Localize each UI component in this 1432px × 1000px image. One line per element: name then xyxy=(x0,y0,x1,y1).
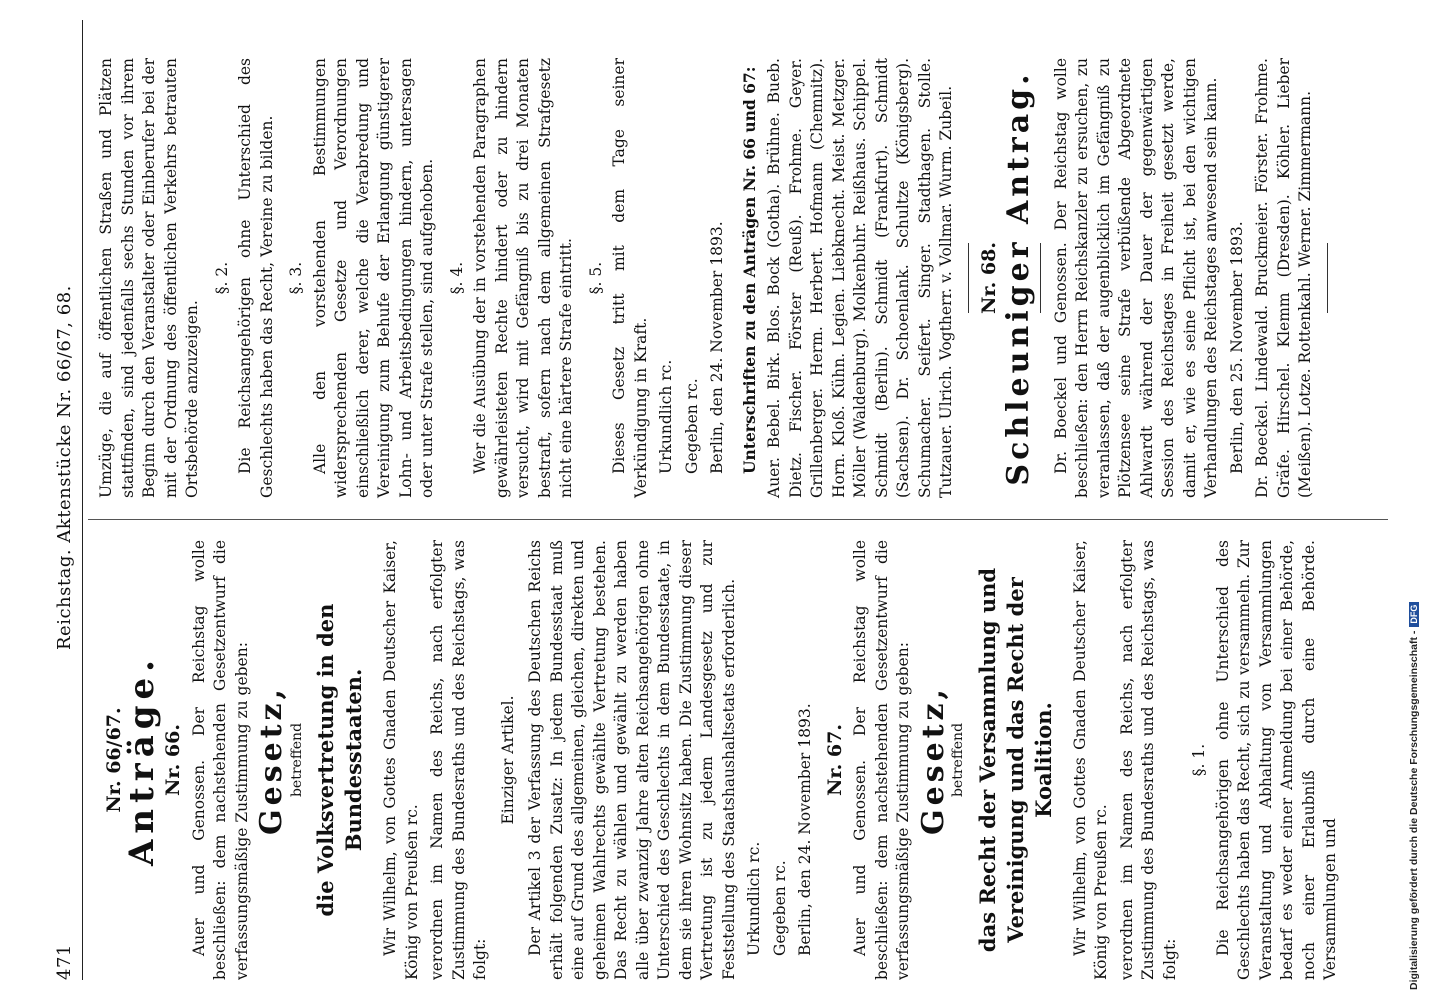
separator-rule xyxy=(1040,243,1041,313)
enacting-clause: verordnen im Namen des Reichs, nach erfolgter Zustimmung des Bundesraths und des Reichstags, was folgt: xyxy=(428,540,489,980)
signatures-heading: Unterschriften zu den Anträgen Nr. 66 und 67: xyxy=(739,66,759,474)
motion-intro: Auer und Genossen. Der Reichstag wolle beschließen: dem nachstehenden Gesetzentwurf die verfassungsmäßige Zustimmung zu geben: xyxy=(851,540,912,980)
paragraph-text: Die Reichsangehörigen ohne Unterschied des Geschlechts haben das Recht, sich zu versammeln. Zur Veranstaltung und Abhaltung von Versammlungen bedarf es weder einer Anmeldung bei einer Behörde, noch einer Erlaubniß durch eine Behörde. Versammlungen und xyxy=(1213,540,1339,980)
paragraph-number: §. 5. xyxy=(586,261,605,295)
paragraph-text: Wer die Ausübung der in vorstehenden Paragraphen gewährleisteten Rechte hindert oder zu hindern versucht, wird mit Gefängniß bis zu drei Monaten bestraft, sofern nach dem allgemeinen Strafgesetz nicht eine härtere Strafe eintritt. xyxy=(471,58,575,498)
law-betreffend: betreffend xyxy=(288,722,305,798)
enacting-clause: verordnen im Namen des Reichs, nach erfolgter Zustimmung des Bundesraths und des Reichstags, was folgt: xyxy=(1117,540,1179,980)
separator-rule xyxy=(968,243,969,313)
separator-rule xyxy=(1327,243,1328,313)
date-line: Berlin, den 24. November 1893. xyxy=(708,221,726,474)
page-header xyxy=(52,20,83,980)
date-line: Berlin, den 25. November 1893. xyxy=(1227,221,1246,474)
law-subject: die Volksvertretung in den Bundesstaaten. xyxy=(313,603,366,917)
digitization-credit xyxy=(1408,90,1420,990)
running-title: Reichstag. Aktenstücke Nr. 66/67, 68. xyxy=(54,285,75,650)
law-betreffend: betreffend xyxy=(950,722,966,798)
article-heading: Einziger Artikel. xyxy=(498,695,517,825)
left-column xyxy=(96,540,1346,980)
date-line: Berlin, den 24. November 1893. xyxy=(796,703,814,956)
document-page xyxy=(52,20,1392,980)
law-heading: Gesetz, xyxy=(254,684,289,836)
article-text: Der Artikel 3 der Verfassung des Deutschen Reichs erhält folgenden Zusatz: In jedem Bundesstaat muß eine auf Grund des allgemeinen, gleichen, direkten und geheimen Wahlrechts gewählte Vertretung bestehen. Das Recht zu wählen und gewählt zu werden haben alle über zwanzig Jahre alten Reichsangehörigen ohne Unterschied des Geschlechts in dem Bundesstaate, in dem sie ihren Wohnsitz haben. Die Zustimmung dieser Vertretung ist zu jedem Landesgesetz und zur Feststellung des Staatshaushaltsetats erforderlich. xyxy=(526,540,738,980)
paragraph-text: Alle den vorstehenden Bestimmungen widersprechenden Gesetze und Verordnungen einschließlich derer, welche die Verabredung und Vereinigung zum Behufe der Erlangung günstigerer Lohn- und Arbeitsbedingungen hindern, untersagen oder unter Strafe stellen, sind aufgehoben. xyxy=(310,58,436,498)
urkundlich: Urkundlich rc. xyxy=(745,841,763,956)
signatures-list: Auer. Bebel. Birk. Blos. Bock (Gotha). Brühne. Bueb. Dietz. Fischer. Förster (Reuß). Frohme. Geyer. Grillenberger. Herm. Herbert. Hofmann (Chemnitz). Horn. Kloß. Kühn. Legien. Liebknecht. Meist. Metzger. Möller (Waldenburg). Molkenbuhr. Reißhaus. Schippel. Schmidt (Berlin). Schmidt (Frankfurt). Schmidt (Sachsen). Dr. Schoenlank. Schultze (Königsberg). Schumacher. Seifert. Singer. Stadthagen. Stolle. Tutzauer. Ulrich. Vogtherr. v. Vollmar. Wurm. Zubeil. xyxy=(765,58,955,498)
paragraph-number: §. 1. xyxy=(1190,743,1208,777)
motion-intro: Auer und Genossen. Der Reichstag wolle beschließen: dem nachstehenden Gesetzentwurf die verfassungsmäßige Zustimmung zu geben: xyxy=(189,540,251,980)
motion-text: Dr. Boeckel und Genossen. Der Reichstag wolle beschließen: den Herrn Reichskanzler zu ersuchen, zu veranlassen, daß der augenblicklich im Gefängniß zu Plötzensee seine Strafe verbüßende Abgeordnete Ahlwardt während der Dauer der gegenwärtigen Session des Reichstages in Freiheit gesetzt werde, damit er, wie es seine Pflicht ist, bei den wichtigen Verhandlungen des Reichstages anwesend sein kann. xyxy=(1051,58,1220,498)
dfg-logo: DFG xyxy=(1409,602,1419,627)
page-number: 471 xyxy=(54,944,75,980)
paragraph-number: §. 4. xyxy=(447,261,466,295)
urgent-motion-heading: Schleuniger Antrag. xyxy=(1001,70,1036,486)
paragraph-text: Dieses Gesetz tritt mit dem Tage seiner Verkündigung in Kraft. xyxy=(610,58,650,498)
section-number: Nr. 66/67. xyxy=(103,707,125,813)
enacting-formula: Wir Wilhelm, von Gottes Gnaden Deutscher Kaiser, König von Preußen rc. xyxy=(381,540,421,980)
digitization-text: Digitalisierung gefördert durch die Deutsche Forschungsgemeinschaft - xyxy=(1408,630,1420,990)
paragraph-text: Die Reichsangehörigen ohne Unterschied des Geschlechts haben das Recht, Vereine zu bilden. xyxy=(236,58,276,498)
right-column xyxy=(96,58,1338,498)
section-heading: Anträge. xyxy=(121,654,162,866)
law-subject: das Recht der Versammlung und Vereinigung und das Recht der Koalition. xyxy=(974,567,1056,953)
motion-number: Nr. 66. xyxy=(162,724,184,796)
motion-number: Nr. 67. xyxy=(823,724,846,796)
gegeben: Gegeben rc. xyxy=(682,378,701,474)
gegeben: Gegeben rc. xyxy=(770,860,789,956)
law-heading: Gesetz, xyxy=(915,684,951,836)
signatures-list: Dr. Boeckel. Lindewald. Bruckmeier. Förster. Frohme. Gräfe. Hirschel. Klemm (Dresden). Köhler. Lieber (Meißen). Lotze. Rottenkahl. Werner. Zimmermann. xyxy=(1253,58,1314,498)
paragraph-number: §. 2. xyxy=(212,261,231,295)
urkundlich: Urkundlich rc. xyxy=(657,359,675,474)
motion-number: Nr. 68. xyxy=(977,242,1000,314)
paragraph-number: §. 3. xyxy=(287,261,305,295)
column-divider xyxy=(88,519,1388,520)
enacting-formula: Wir Wilhelm, von Gottes Gnaden Deutscher Kaiser, König von Preußen rc. xyxy=(1070,540,1110,980)
paragraph-text: Umzüge, die auf öffentlichen Straßen und Plätzen stattfinden, sind jedenfalls sechs Stunden vor ihrem Beginn durch den Veranstalter oder Einberufer bei der mit der Ordnung des öffentlichen Verkehrs betrauten Ortsbehörde anzuzeigen. xyxy=(97,58,201,498)
